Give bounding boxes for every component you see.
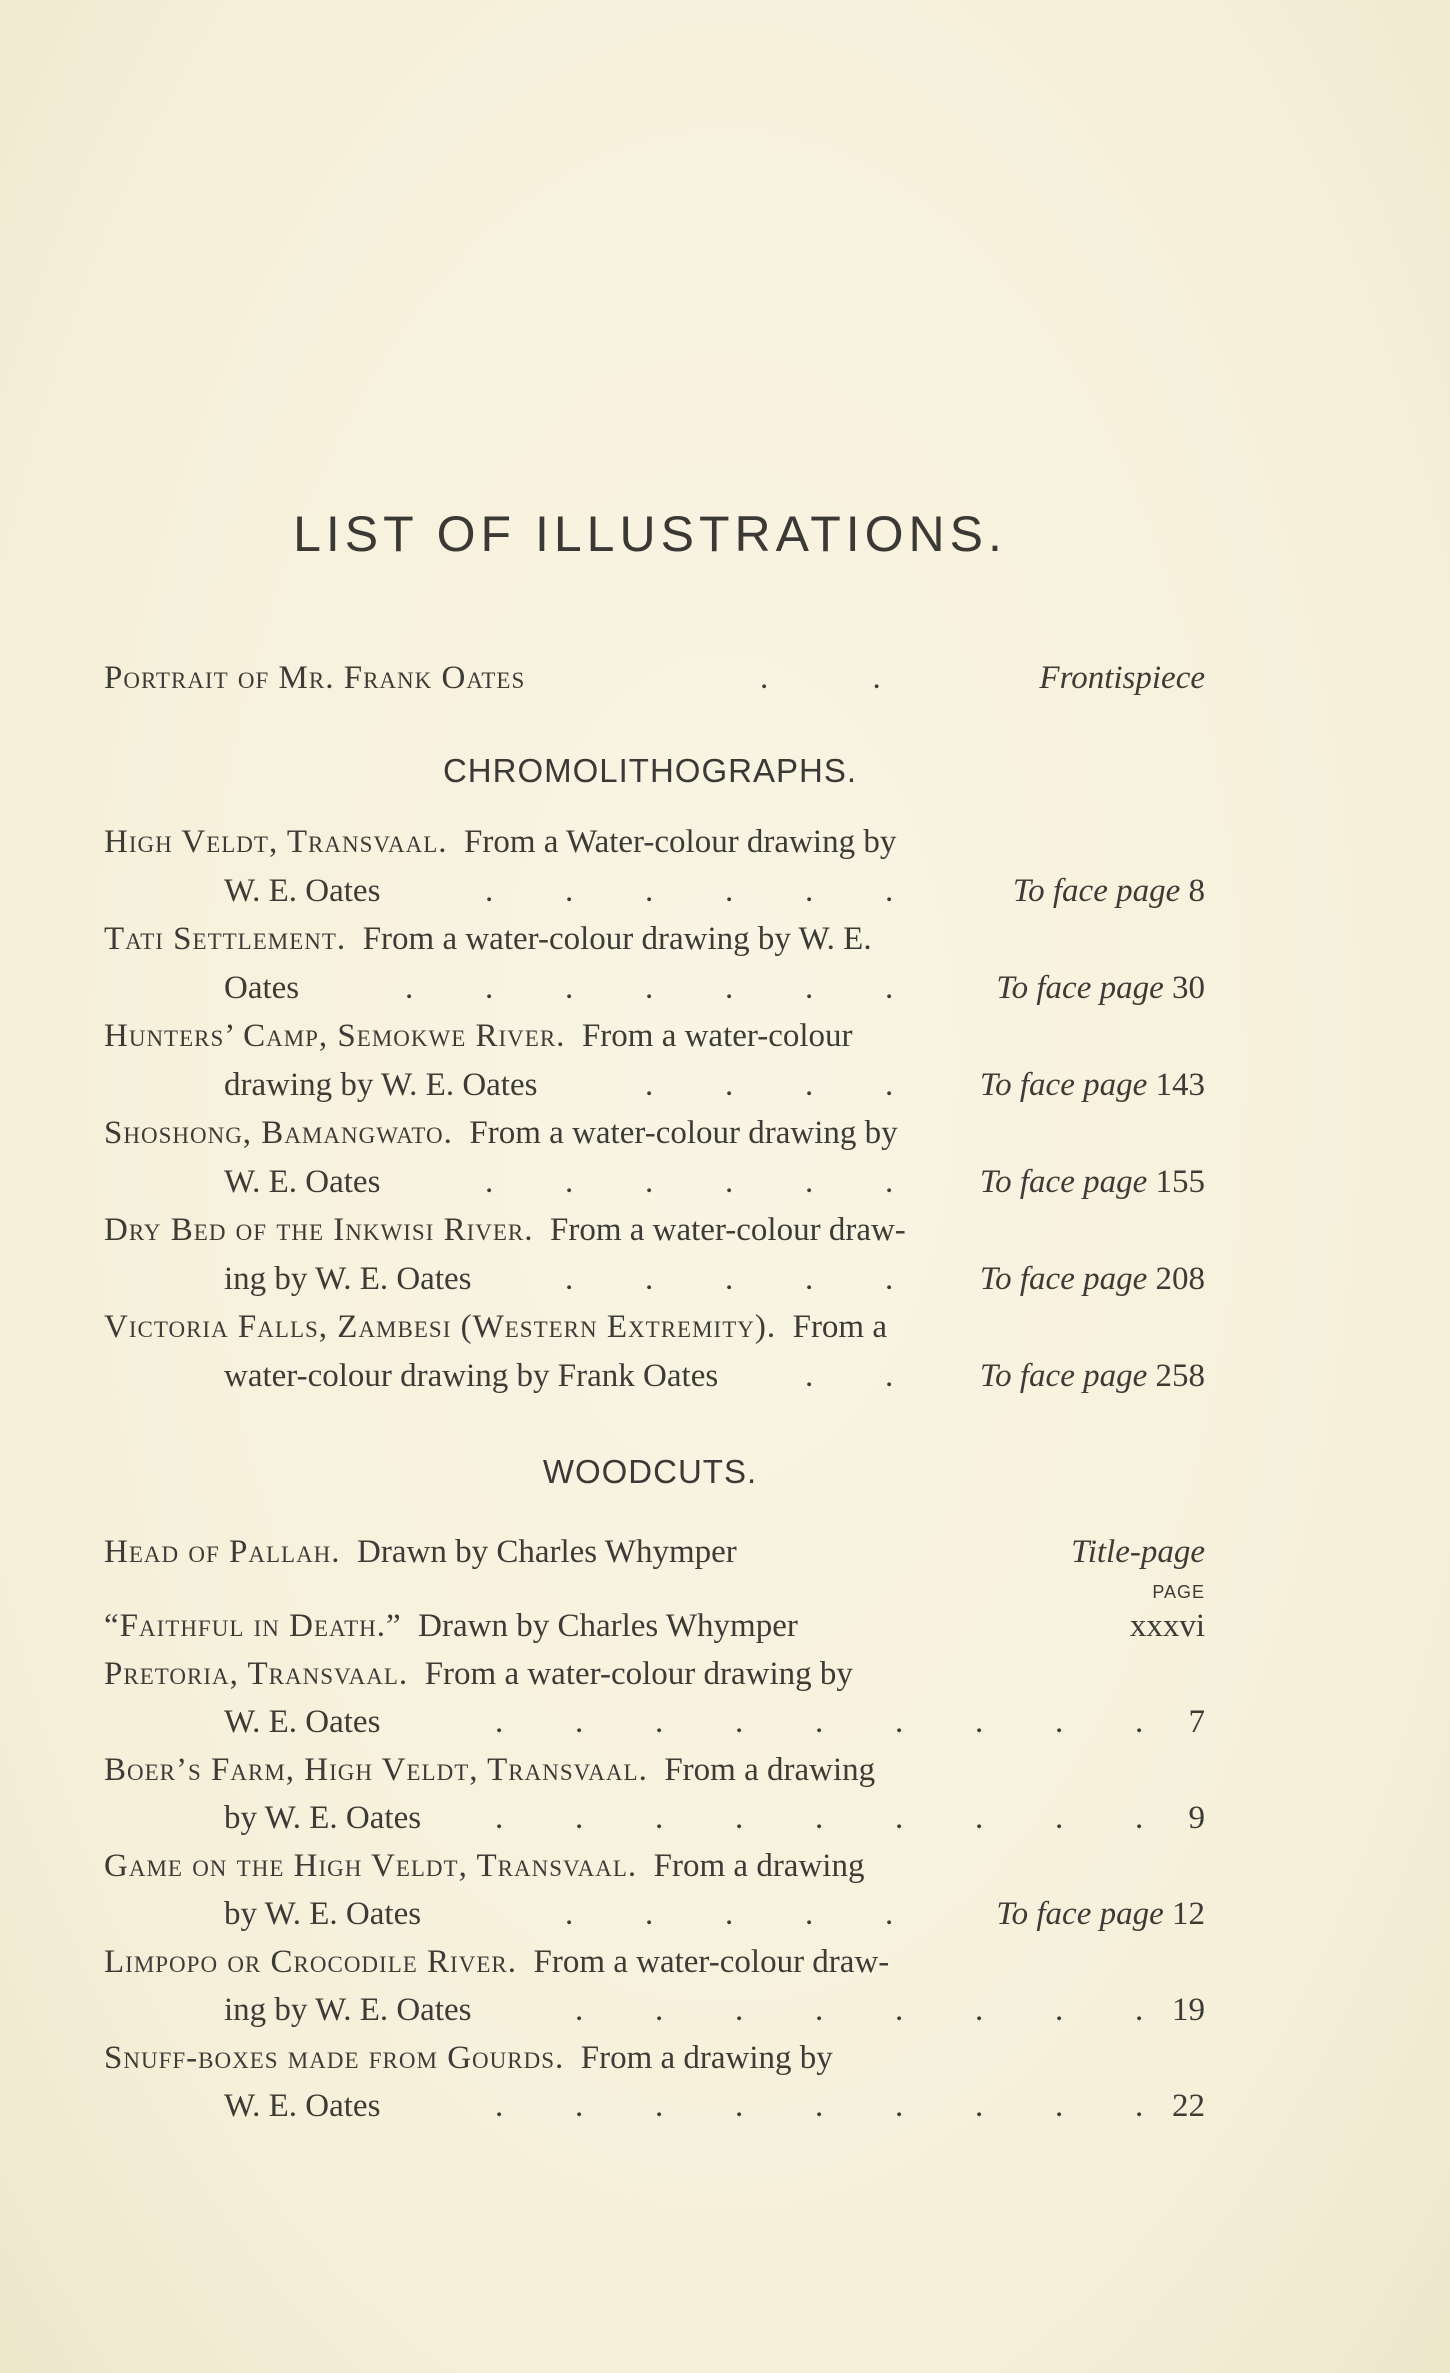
page-number: 9 bbox=[1188, 1800, 1205, 1836]
item-description: Drawn by Charles Whymper bbox=[357, 1534, 737, 1570]
leader-dot: . bbox=[645, 1896, 654, 1932]
leader-dot: . bbox=[1135, 1992, 1144, 2028]
leader-dot: . bbox=[565, 1260, 574, 1297]
leader-dot: . bbox=[885, 1260, 894, 1297]
item-title: Snuff-boxes made from Gourds. bbox=[104, 2040, 565, 2076]
leader-dot: . bbox=[885, 1163, 894, 1200]
item-continuation: water-colour drawing by Frank Oates bbox=[224, 1357, 719, 1394]
leader-dot: . bbox=[575, 1800, 584, 1836]
leader-dot: . bbox=[645, 969, 654, 1006]
page-reference bbox=[996, 1892, 1205, 1936]
item-description: From a water-colour drawing by W. E. bbox=[362, 921, 872, 957]
leader-dot: . bbox=[735, 1800, 744, 1836]
page-number: 208 bbox=[1155, 1260, 1205, 1297]
item-continuation: drawing by W. E. Oates bbox=[224, 1066, 538, 1103]
list-item bbox=[104, 1530, 737, 1574]
leader-dot: . bbox=[485, 872, 494, 909]
list-item bbox=[104, 1305, 887, 1349]
leader-dot: . bbox=[895, 1992, 904, 2028]
leader-dot: . bbox=[725, 969, 734, 1006]
item-description: From a bbox=[792, 1309, 888, 1345]
leader-dot: . bbox=[655, 1704, 664, 1740]
list-item bbox=[104, 1748, 875, 1792]
leader-dot: . bbox=[1055, 1992, 1064, 2028]
page-number: 8 bbox=[1188, 872, 1205, 909]
leader-dot: . bbox=[895, 1704, 904, 1740]
leader-dot: . bbox=[885, 1357, 894, 1394]
leader-dot: . bbox=[725, 872, 734, 909]
item-description: From a water-colour draw- bbox=[533, 1944, 890, 1980]
portrait-dots: . . bbox=[760, 660, 929, 696]
list-item bbox=[104, 2036, 833, 2080]
leader-dot: . bbox=[725, 1896, 734, 1932]
page-title: LIST OF ILLUSTRATIONS. bbox=[293, 506, 1007, 562]
leader-dot: . bbox=[655, 1800, 664, 1836]
item-description: From a Water-colour drawing by bbox=[464, 824, 897, 860]
page-reference bbox=[1189, 1796, 1206, 1840]
page-number: 19 bbox=[1172, 1992, 1205, 2028]
leader-dot: . bbox=[655, 1992, 664, 2028]
list-item bbox=[104, 1940, 889, 1984]
leader-dot: . bbox=[805, 872, 814, 909]
item-description: From a drawing by bbox=[580, 2040, 833, 2076]
leader-dot: . bbox=[735, 1992, 744, 2028]
page-reference bbox=[1172, 1988, 1205, 2032]
leader-dot: . bbox=[495, 2088, 504, 2124]
list-item bbox=[104, 917, 872, 961]
leader-dot: . bbox=[735, 1704, 744, 1740]
face-page-label: To face page bbox=[979, 1066, 1148, 1103]
page-reference bbox=[1013, 869, 1205, 913]
list-item bbox=[104, 1604, 798, 1648]
item-title: Limpopo or Crocodile River. bbox=[104, 1944, 517, 1980]
page-reference bbox=[1189, 1700, 1206, 1744]
page-number: xxxvi bbox=[1129, 1608, 1205, 1644]
list-item bbox=[104, 1208, 906, 1252]
page-number: 143 bbox=[1155, 1066, 1205, 1103]
leader-dot: . bbox=[975, 1992, 984, 2028]
item-title: High Veldt, Transvaal. bbox=[104, 824, 448, 860]
leader-dot: . bbox=[495, 1800, 504, 1836]
list-item bbox=[104, 820, 896, 864]
item-description: From a water-colour drawing by bbox=[469, 1115, 898, 1151]
leader-dot: . bbox=[565, 1896, 574, 1932]
item-title: Pretoria, Transvaal. bbox=[104, 1656, 409, 1692]
leader-dot: . bbox=[805, 1357, 814, 1394]
leader-dot: . bbox=[805, 1896, 814, 1932]
leader-dot: . bbox=[805, 1260, 814, 1297]
page-reference bbox=[980, 1063, 1205, 1107]
list-item bbox=[104, 1014, 853, 1058]
item-description: From a water-colour bbox=[581, 1018, 853, 1054]
face-page-label: To face page bbox=[979, 1357, 1148, 1394]
item-continuation: ing by W. E. Oates bbox=[224, 1260, 472, 1297]
page-reference bbox=[980, 1160, 1205, 1204]
item-description: From a drawing bbox=[664, 1752, 876, 1788]
page-reference bbox=[980, 1257, 1205, 1301]
leader-dot: . bbox=[815, 1704, 824, 1740]
item-title: “Faithful in Death.” bbox=[104, 1608, 402, 1644]
face-page-label: To face page bbox=[996, 969, 1164, 1006]
leader-dot: . bbox=[815, 1800, 824, 1836]
item-title: Dry Bed of the Inkwisi River. bbox=[104, 1212, 534, 1248]
item-description: From a water-colour drawing by bbox=[424, 1656, 853, 1692]
page-number: 155 bbox=[1155, 1163, 1205, 1200]
leader-dot: . bbox=[485, 969, 494, 1006]
leader-dot: . bbox=[735, 2088, 744, 2124]
leader-dot: . bbox=[1055, 2088, 1064, 2124]
leader-dot: . bbox=[975, 1704, 984, 1740]
chromolithographs-heading: CHROMOLITHOGRAPHS. bbox=[442, 752, 858, 789]
leader-dot: . bbox=[895, 1800, 904, 1836]
title-page-ref: Title-page bbox=[1071, 1534, 1205, 1570]
face-page-label: To face page bbox=[979, 1260, 1148, 1297]
item-description: From a drawing bbox=[653, 1848, 865, 1884]
leader-dot: . bbox=[1135, 1704, 1144, 1740]
leader-dot: . bbox=[805, 969, 814, 1006]
item-title: Tati Settlement. bbox=[104, 921, 347, 957]
item-continuation: W. E. Oates bbox=[224, 1704, 381, 1740]
leader-dot: . bbox=[815, 2088, 824, 2124]
item-title: Game on the High Veldt, Transvaal. bbox=[104, 1848, 638, 1884]
leader-dot: . bbox=[645, 1066, 654, 1103]
page-number: 12 bbox=[1172, 1896, 1205, 1932]
item-continuation: ing by W. E. Oates bbox=[224, 1992, 472, 2028]
leader-dot: . bbox=[485, 1163, 494, 1200]
portrait-location: Frontispiece bbox=[1039, 660, 1205, 696]
page-reference bbox=[980, 1354, 1205, 1398]
face-page-label: To face page bbox=[979, 1163, 1148, 1200]
leader-dot: . bbox=[575, 1992, 584, 2028]
item-title: Shoshong, Bamangwato. bbox=[104, 1115, 453, 1151]
leader-dot: . bbox=[645, 1163, 654, 1200]
leader-dot: . bbox=[885, 872, 894, 909]
leader-dot: . bbox=[805, 1066, 814, 1103]
page-reference bbox=[996, 966, 1205, 1010]
leader-dot: . bbox=[1055, 1800, 1064, 1836]
face-page-label: To face page bbox=[996, 1896, 1164, 1932]
portrait-caption: Portrait of Mr. Frank Oates bbox=[104, 660, 526, 696]
item-continuation: Oates bbox=[224, 969, 300, 1006]
leader-dot: . bbox=[815, 1992, 824, 2028]
page-column-label: PAGE bbox=[1152, 1582, 1205, 1602]
item-continuation: W. E. Oates bbox=[224, 1163, 381, 1200]
leader-dot: . bbox=[885, 1896, 894, 1932]
leader-dot: . bbox=[565, 969, 574, 1006]
leader-dot: . bbox=[1055, 1704, 1064, 1740]
page-number: 258 bbox=[1155, 1357, 1205, 1394]
item-title: Boer’s Farm, High Veldt, Transvaal. bbox=[104, 1752, 648, 1788]
item-title: Hunters’ Camp, Semokwe River. bbox=[104, 1018, 566, 1054]
leader-dot: . bbox=[645, 1260, 654, 1297]
leader-dot: . bbox=[725, 1260, 734, 1297]
leader-dot: . bbox=[565, 872, 574, 909]
leader-dot: . bbox=[725, 1163, 734, 1200]
item-continuation: by W. E. Oates bbox=[224, 1896, 422, 1932]
item-title: Victoria Falls, Zambesi (Western Extremity). bbox=[104, 1309, 777, 1345]
leader-dot: . bbox=[655, 2088, 664, 2124]
list-item bbox=[104, 1844, 864, 1888]
leader-dot: . bbox=[1135, 2088, 1144, 2124]
item-continuation: W. E. Oates bbox=[224, 2088, 381, 2124]
leader-dot: . bbox=[645, 872, 654, 909]
leader-dot: . bbox=[575, 2088, 584, 2124]
leader-dot: . bbox=[1135, 1800, 1144, 1836]
face-page-label: To face page bbox=[1012, 872, 1181, 909]
item-description: Drawn by Charles Whymper bbox=[418, 1608, 798, 1644]
list-item bbox=[104, 1111, 898, 1155]
leader-dot: . bbox=[975, 2088, 984, 2124]
page-number: 7 bbox=[1188, 1704, 1205, 1740]
list-item bbox=[104, 1652, 853, 1696]
leader-dot: . bbox=[805, 1163, 814, 1200]
woodcuts-heading: WOODCUTS. bbox=[542, 1453, 758, 1490]
page-number: 30 bbox=[1172, 969, 1205, 1006]
leader-dot: . bbox=[975, 1800, 984, 1836]
leader-dot: . bbox=[565, 1163, 574, 1200]
leader-dot: . bbox=[885, 1066, 894, 1103]
leader-dot: . bbox=[885, 969, 894, 1006]
page-reference bbox=[1172, 2084, 1205, 2128]
leader-dot: . bbox=[495, 1704, 504, 1740]
item-continuation: by W. E. Oates bbox=[224, 1800, 422, 1836]
leader-dot: . bbox=[895, 2088, 904, 2124]
item-continuation: W. E. Oates bbox=[224, 872, 381, 909]
leader-dot: . bbox=[405, 969, 414, 1006]
leader-dot: . bbox=[725, 1066, 734, 1103]
page-number: 22 bbox=[1172, 2088, 1205, 2124]
item-title: Head of Pallah. bbox=[104, 1534, 341, 1570]
leader-dot: . bbox=[575, 1704, 584, 1740]
item-description: From a water-colour draw- bbox=[550, 1212, 906, 1248]
